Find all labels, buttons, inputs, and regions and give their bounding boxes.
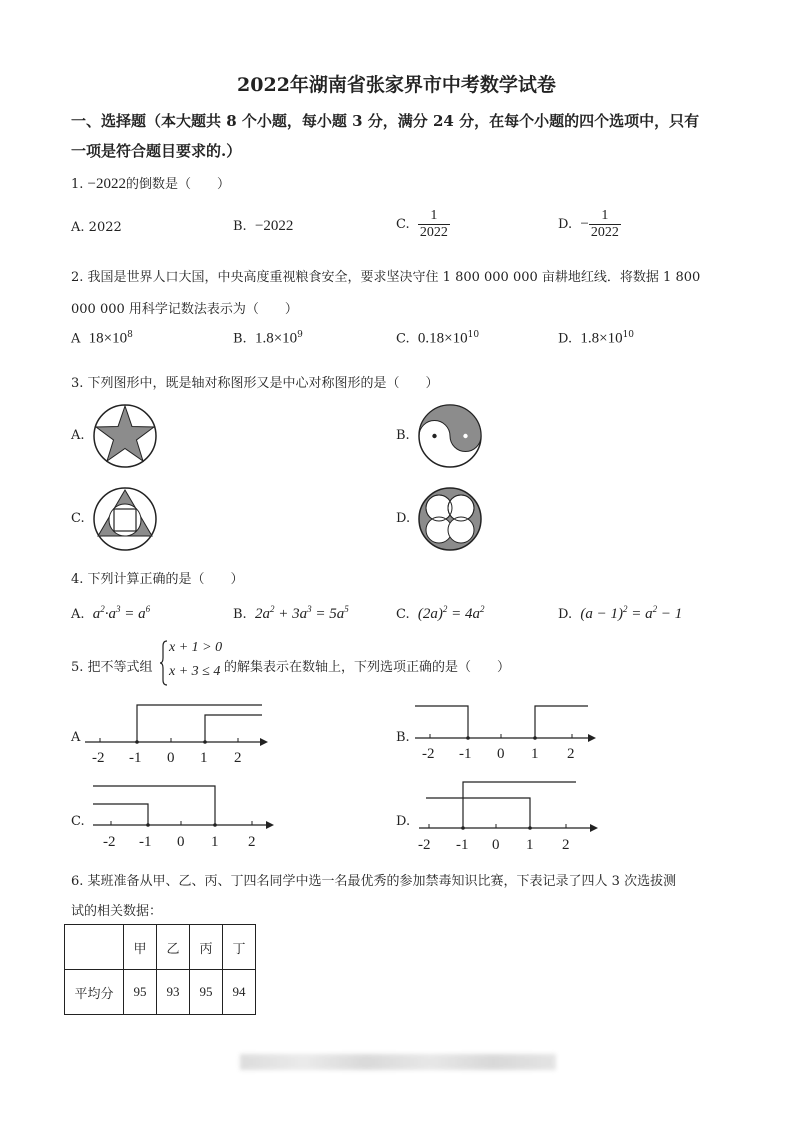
q3-label-a: A. — [71, 428, 85, 443]
table-row — [65, 970, 256, 1015]
tick-label: -1 — [459, 746, 472, 762]
table-header-cell: 甲 — [124, 925, 157, 970]
q3-figure-c-triangle-square — [92, 486, 158, 552]
q3-figure-d-four-circles — [417, 486, 483, 552]
q1-option-d: D. − $\frac{1}{2022}$ — [558, 208, 619, 240]
q3-figure-b-yin-yang — [417, 403, 483, 469]
tick-label: -1 — [456, 837, 469, 853]
tick-label: 2 — [234, 750, 242, 766]
q4-option-b: B. $2a^2 + 3a^3 = 5a^5$ — [233, 604, 349, 622]
q3-label-c: C. — [71, 511, 85, 526]
question-5-prefix: 5. 把不等式组 — [71, 660, 153, 675]
q5-number-line-a — [80, 700, 270, 770]
q5-label-a: A — [71, 730, 81, 745]
q3-figure-a-star-in-circle — [92, 403, 158, 469]
q2-option-c: C. $0.18\times 10^{10}$ — [396, 330, 480, 347]
tick-label: -2 — [103, 834, 116, 850]
fraction: $\frac{1}{2022}$ — [419, 208, 448, 240]
q1-option-c: C. $\frac{1}{2022}$ — [396, 208, 448, 240]
tick-label: 1 — [531, 746, 539, 762]
tick-label: 0 — [167, 750, 175, 766]
q1-text: 的倒数是（ ） — [126, 177, 231, 192]
q3-label-d: D. — [396, 511, 411, 526]
table-cell: 94 — [223, 970, 256, 1015]
section-heading-line1: 一、选择题（本大题共 8 个小题，每小题 3 分，满分 24 分，在每个小题的四个选项中，只有 — [71, 112, 700, 130]
tick-label: 2 — [248, 834, 256, 850]
brace-icon — [160, 640, 168, 686]
q5-inequality-2: x + 3 ≤ 4 — [169, 664, 221, 679]
table-row-label: 平均分 — [65, 970, 124, 1015]
question-1 — [71, 173, 230, 193]
q5-number-line-d — [414, 776, 604, 846]
tick-label: 0 — [497, 746, 505, 762]
q1-expression: −2022 — [87, 176, 127, 192]
tick-label: -2 — [422, 746, 435, 762]
q4-option-a: A. $a^2\cdot a^3 = a^6$ — [71, 604, 151, 622]
q2-option-d: D. $1.8\times 10^{10}$ — [558, 330, 635, 347]
blurred-footer-watermark — [240, 1054, 556, 1070]
table-cell: 95 — [124, 970, 157, 1015]
table-header-cell — [65, 925, 124, 970]
question-6-line2: 试的相关数据： — [71, 904, 163, 919]
question-3: 3. 下列图形中，既是轴对称图形又是中心对称图形的是（ ） — [71, 376, 439, 391]
tick-label: 1 — [200, 750, 208, 766]
question-2-line1: 2. 我国是世界人口大国，中央高度重视粮食安全，要求坚决守住 1 800 000 000 亩耕地红线．将数据 1 800 — [71, 270, 701, 285]
table-cell: 95 — [190, 970, 223, 1015]
section-heading-line2: 一项是符合题目要求的.） — [71, 142, 242, 160]
q2-option-a: A $18\times 10^8$ — [71, 330, 133, 347]
tick-label: -1 — [139, 834, 152, 850]
table-header-cell: 丙 — [190, 925, 223, 970]
tick-label: 1 — [211, 834, 219, 850]
q4-option-d: D. $(a - 1)^2 = a^2 - 1$ — [558, 604, 683, 622]
table-cell: 93 — [157, 970, 190, 1015]
tick-label: 2 — [562, 837, 570, 853]
table-row — [65, 925, 256, 970]
question-number: 1. — [71, 177, 84, 192]
tick-label: 0 — [177, 834, 185, 850]
q5-label-d: D. — [396, 814, 411, 829]
tick-label: 0 — [492, 837, 500, 853]
question-4: 4. 下列计算正确的是（ ） — [71, 572, 244, 587]
tick-label: 1 — [526, 837, 534, 853]
question-2-line2: 000 000 用科学记数法表示为（ ） — [71, 302, 298, 317]
table-header-cell: 丁 — [223, 925, 256, 970]
table-header-cell: 乙 — [157, 925, 190, 970]
q2-option-b: B. $1.8\times 10^9$ — [233, 330, 303, 347]
q5-label-b: B. — [396, 730, 410, 745]
q5-inequality-1: x + 1 > 0 — [169, 640, 223, 655]
q3-label-b: B. — [396, 428, 410, 443]
scores-table — [64, 924, 256, 1015]
tick-label: 2 — [567, 746, 575, 762]
tick-label: -1 — [129, 750, 142, 766]
tick-label: -2 — [418, 837, 431, 853]
page-title: 2022年湖南省张家界市中考数学试卷 — [237, 74, 556, 96]
tick-label: -2 — [92, 750, 105, 766]
q1-option-b: B. −2022 — [233, 218, 294, 234]
q5-label-c: C. — [71, 814, 85, 829]
q1-option-a: A. 2022 — [71, 220, 122, 235]
question-6-line1: 6. 某班准备从甲、乙、丙、丁四名同学中选一名最优秀的参加禁毒知识比赛，下表记录了四人 3 次选拔测 — [71, 874, 677, 889]
fraction: $\frac{1}{2022}$ — [590, 208, 619, 240]
question-5-suffix: 的解集表示在数轴上，下列选项正确的是（ ） — [224, 660, 511, 675]
q4-option-c: C. $(2a)^2 = 4a^2$ — [396, 604, 485, 622]
